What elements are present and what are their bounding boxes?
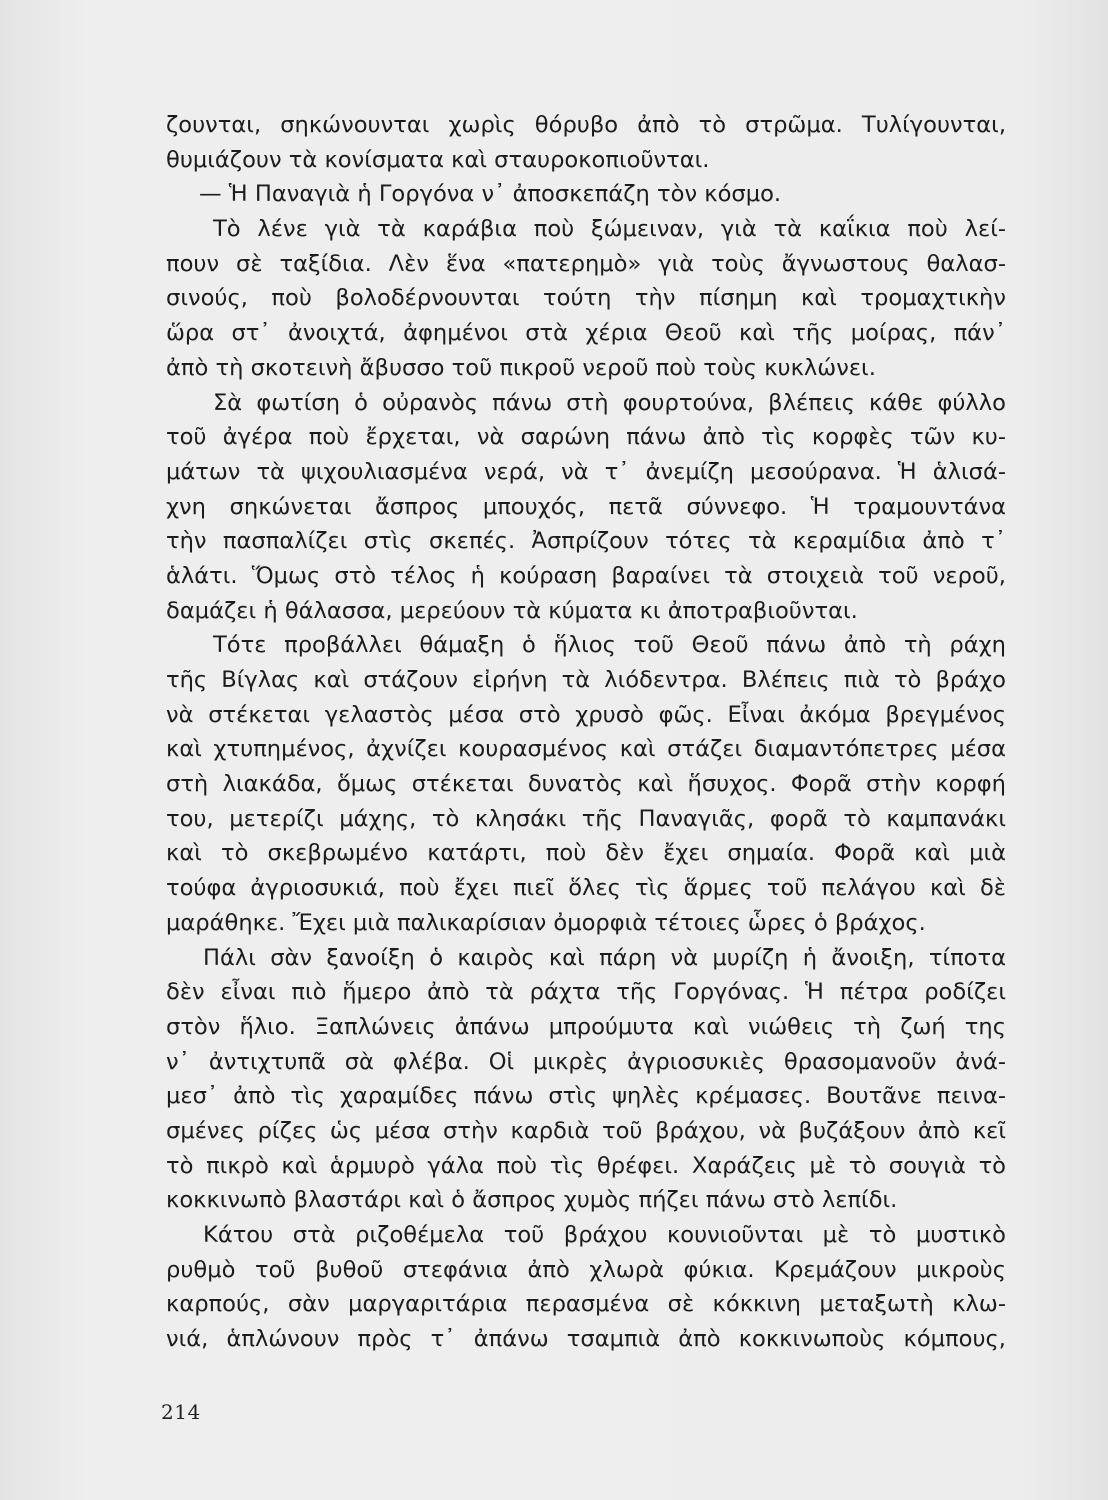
text-line: ν᾽ ἀντιχτυπᾶ σὰ φλέβα. Οἱ μικρὲς ἀγριοσυκιὲς θρασομανοῦν ἀνά- [166, 1048, 1006, 1075]
text-line: μεσ᾽ ἀπὸ τὶς χαραμίδες πάνω στὶς ψηλὲς κρέμασες. Βουτᾶνε πεινα- [166, 1083, 1006, 1110]
text-line: του, μετερίζι μάχης, τὸ κλησάκι τῆς Παναγιᾶς, φορᾶ τὸ καμπανάκι [166, 805, 1006, 832]
text-line: τὸ πικρὸ καὶ ἁρμυρὸ γάλα ποὺ τὶς θρέφει. Χαράζεις μὲ τὸ σουγιὰ τὸ [166, 1152, 1006, 1179]
text-line: ἀπὸ τὴ σκοτεινὴ ἄβυσσο τοῦ πικροῦ νεροῦ ποὺ τοὺς κυκλώνει. [166, 354, 876, 381]
text-line: καὶ τὸ σκεβρωμένο κατάρτι, ποὺ δὲν ἔχει σημαία. Φορᾶ καὶ μιὰ [166, 840, 1006, 867]
text-line: νὰ στέκεται γελαστὸς μέσα στὸ χρυσὸ φῶς. Εἶναι ἀκόμα βρεγμένος [166, 701, 1006, 728]
page-number: 214 [161, 1400, 201, 1424]
text-line: καρπούς, σὰν μαργαριτάρια περασμένα σὲ κόκκινη μεταξωτὴ κλω- [166, 1291, 1006, 1318]
text-line: Τὸ λένε γιὰ τὰ καράβια ποὺ ξώμειναν, γιὰ τὰ καΐκια ποὺ λεί- [213, 216, 1006, 243]
text-line: τὴν πασπαλίζει στὶς σκεπές. Ἀσπρίζουν τότες τὰ κεραμίδια ἀπὸ τ᾽ [166, 528, 1006, 555]
text-line: ζουνται, σηκώνουνται χωρὶς θόρυβο ἀπὸ τὸ στρῶμα. Τυλίγουνται, [166, 112, 1006, 138]
text-line: στὴ λιακάδα, ὅμως στέκεται δυνατὸς καὶ ἥσυχος. Φορᾶ στὴν κορφή [166, 771, 1006, 798]
text-line: νιά, ἁπλώνουν πρὸς τ᾽ ἀπάνω τσαμπιὰ ἀπὸ κοκκινωποὺς κόμπους, [166, 1326, 1006, 1353]
text-line: στὸν ἥλιο. Ξαπλώνεις ἀπάνω μπρούμυτα καὶ νιώθεις τὴ ζωή της [166, 1013, 1006, 1040]
text-line: ὥρα στ᾽ ἀνοιχτά, ἀφημένοι στὰ χέρια Θεοῦ καὶ τῆς μοίρας, πάν᾽ [166, 320, 1006, 347]
text-line: σμένες ρίζες ὡς μέσα στὴν καρδιὰ τοῦ βράχου, νὰ βυζάξουν ἀπὸ κεῖ [166, 1117, 1006, 1144]
text-line: — Ἡ Παναγιὰ ἡ Γοργόνα ν᾽ ἀποσκεπάζη τὸν κόσμο. [199, 181, 782, 208]
text-line: σινούς, ποὺ βολοδέρνουνται τούτη τὴν πίσημη καὶ τρομαχτικὴν [166, 285, 1006, 312]
text-line: χνη σηκώνεται ἄσπρος μπουχός, πετᾶ σύννεφο. Ἡ τραμουντάνα [166, 493, 1006, 520]
text-line: ἁλάτι. Ὅμως στὸ τέλος ἡ κούραση βαραίνει τὰ στοιχειὰ τοῦ νεροῦ, [166, 562, 1006, 589]
text-line: δαμάζει ἡ θάλασσα, μερεύουν τὰ κύματα κι ἀποτραβιοῦνται. [166, 597, 858, 624]
text-line: τοῦ ἀγέρα ποὺ ἔρχεται, νὰ σαρώνη πάνω ἀπὸ τὶς κορφὲς τῶν κυ- [166, 424, 1006, 451]
text-line: Πάλι σὰν ξανοίξη ὁ καιρὸς καὶ πάρη νὰ μυρίζη ἡ ἄνοιξη, τίποτα [203, 944, 1006, 971]
body-text [163, 108, 1006, 1357]
text-line: μαράθηκε. Ἔχει μιὰ παλικαρίσιαν ὀμορφιὰ τέτοιες ὧρες ὁ βράχος. [166, 909, 926, 936]
text-line: ρυθμὸ τοῦ βυθοῦ στεφάνια ἀπὸ χλωρὰ φύκια. Κρεμάζουν μικροὺς [166, 1256, 1006, 1283]
text-line: μάτων τὰ ψιχουλιασμένα νερά, νὰ τ᾽ ἀνεμίζη μεσούρανα. Ἡ ἁλισά- [166, 458, 1006, 485]
text-line: δὲν εἶναι πιὸ ἥμερο ἀπὸ τὰ ράχτα τῆς Γοργόνας. Ἡ πέτρα ροδίζει [166, 979, 1006, 1006]
text-line: κοκκινωπὸ βλαστάρι καὶ ὁ ἄσπρος χυμὸς πήζει πάνω στὸ λεπίδι. [166, 1187, 898, 1214]
text-line: καὶ χτυπημένος, ἀχνίζει κουρασμένος καὶ στάζει διαμαντόπετρες μέσα [166, 736, 1006, 763]
text-line: πουν σὲ ταξίδια. Λὲν ἕνα «πατερημὸ» γιὰ τοὺς ἄγνωστους θαλασ- [166, 250, 1006, 277]
text-line: τῆς Βίγλας καὶ στάζουν εἰρήνη τὰ λιόδεντρα. Βλέπεις πιὰ τὸ βράχο [166, 667, 1006, 693]
text-line: τούφα ἀγριοσυκιά, ποὺ ἔχει πιεῖ ὅλες τὶς ἅρμες τοῦ πελάγου καὶ δὲ [166, 875, 1006, 902]
text-line: θυμιάζουν τὰ κονίσματα καὶ σταυροκοπιοῦνται. [166, 146, 710, 173]
text-line: Κάτου στὰ ριζοθέμελα τοῦ βράχου κουνιοῦνται μὲ τὸ μυστικὸ [203, 1222, 1006, 1248]
text-line: Τότε προβάλλει θάμαξη ὁ ἥλιος τοῦ Θεοῦ πάνω ἀπὸ τὴ ράχη [213, 632, 1006, 659]
text-line: Σὰ φωτίση ὁ οὐρανὸς πάνω στὴ φουρτούνα, βλέπεις κάθε φύλλο [213, 389, 1006, 416]
